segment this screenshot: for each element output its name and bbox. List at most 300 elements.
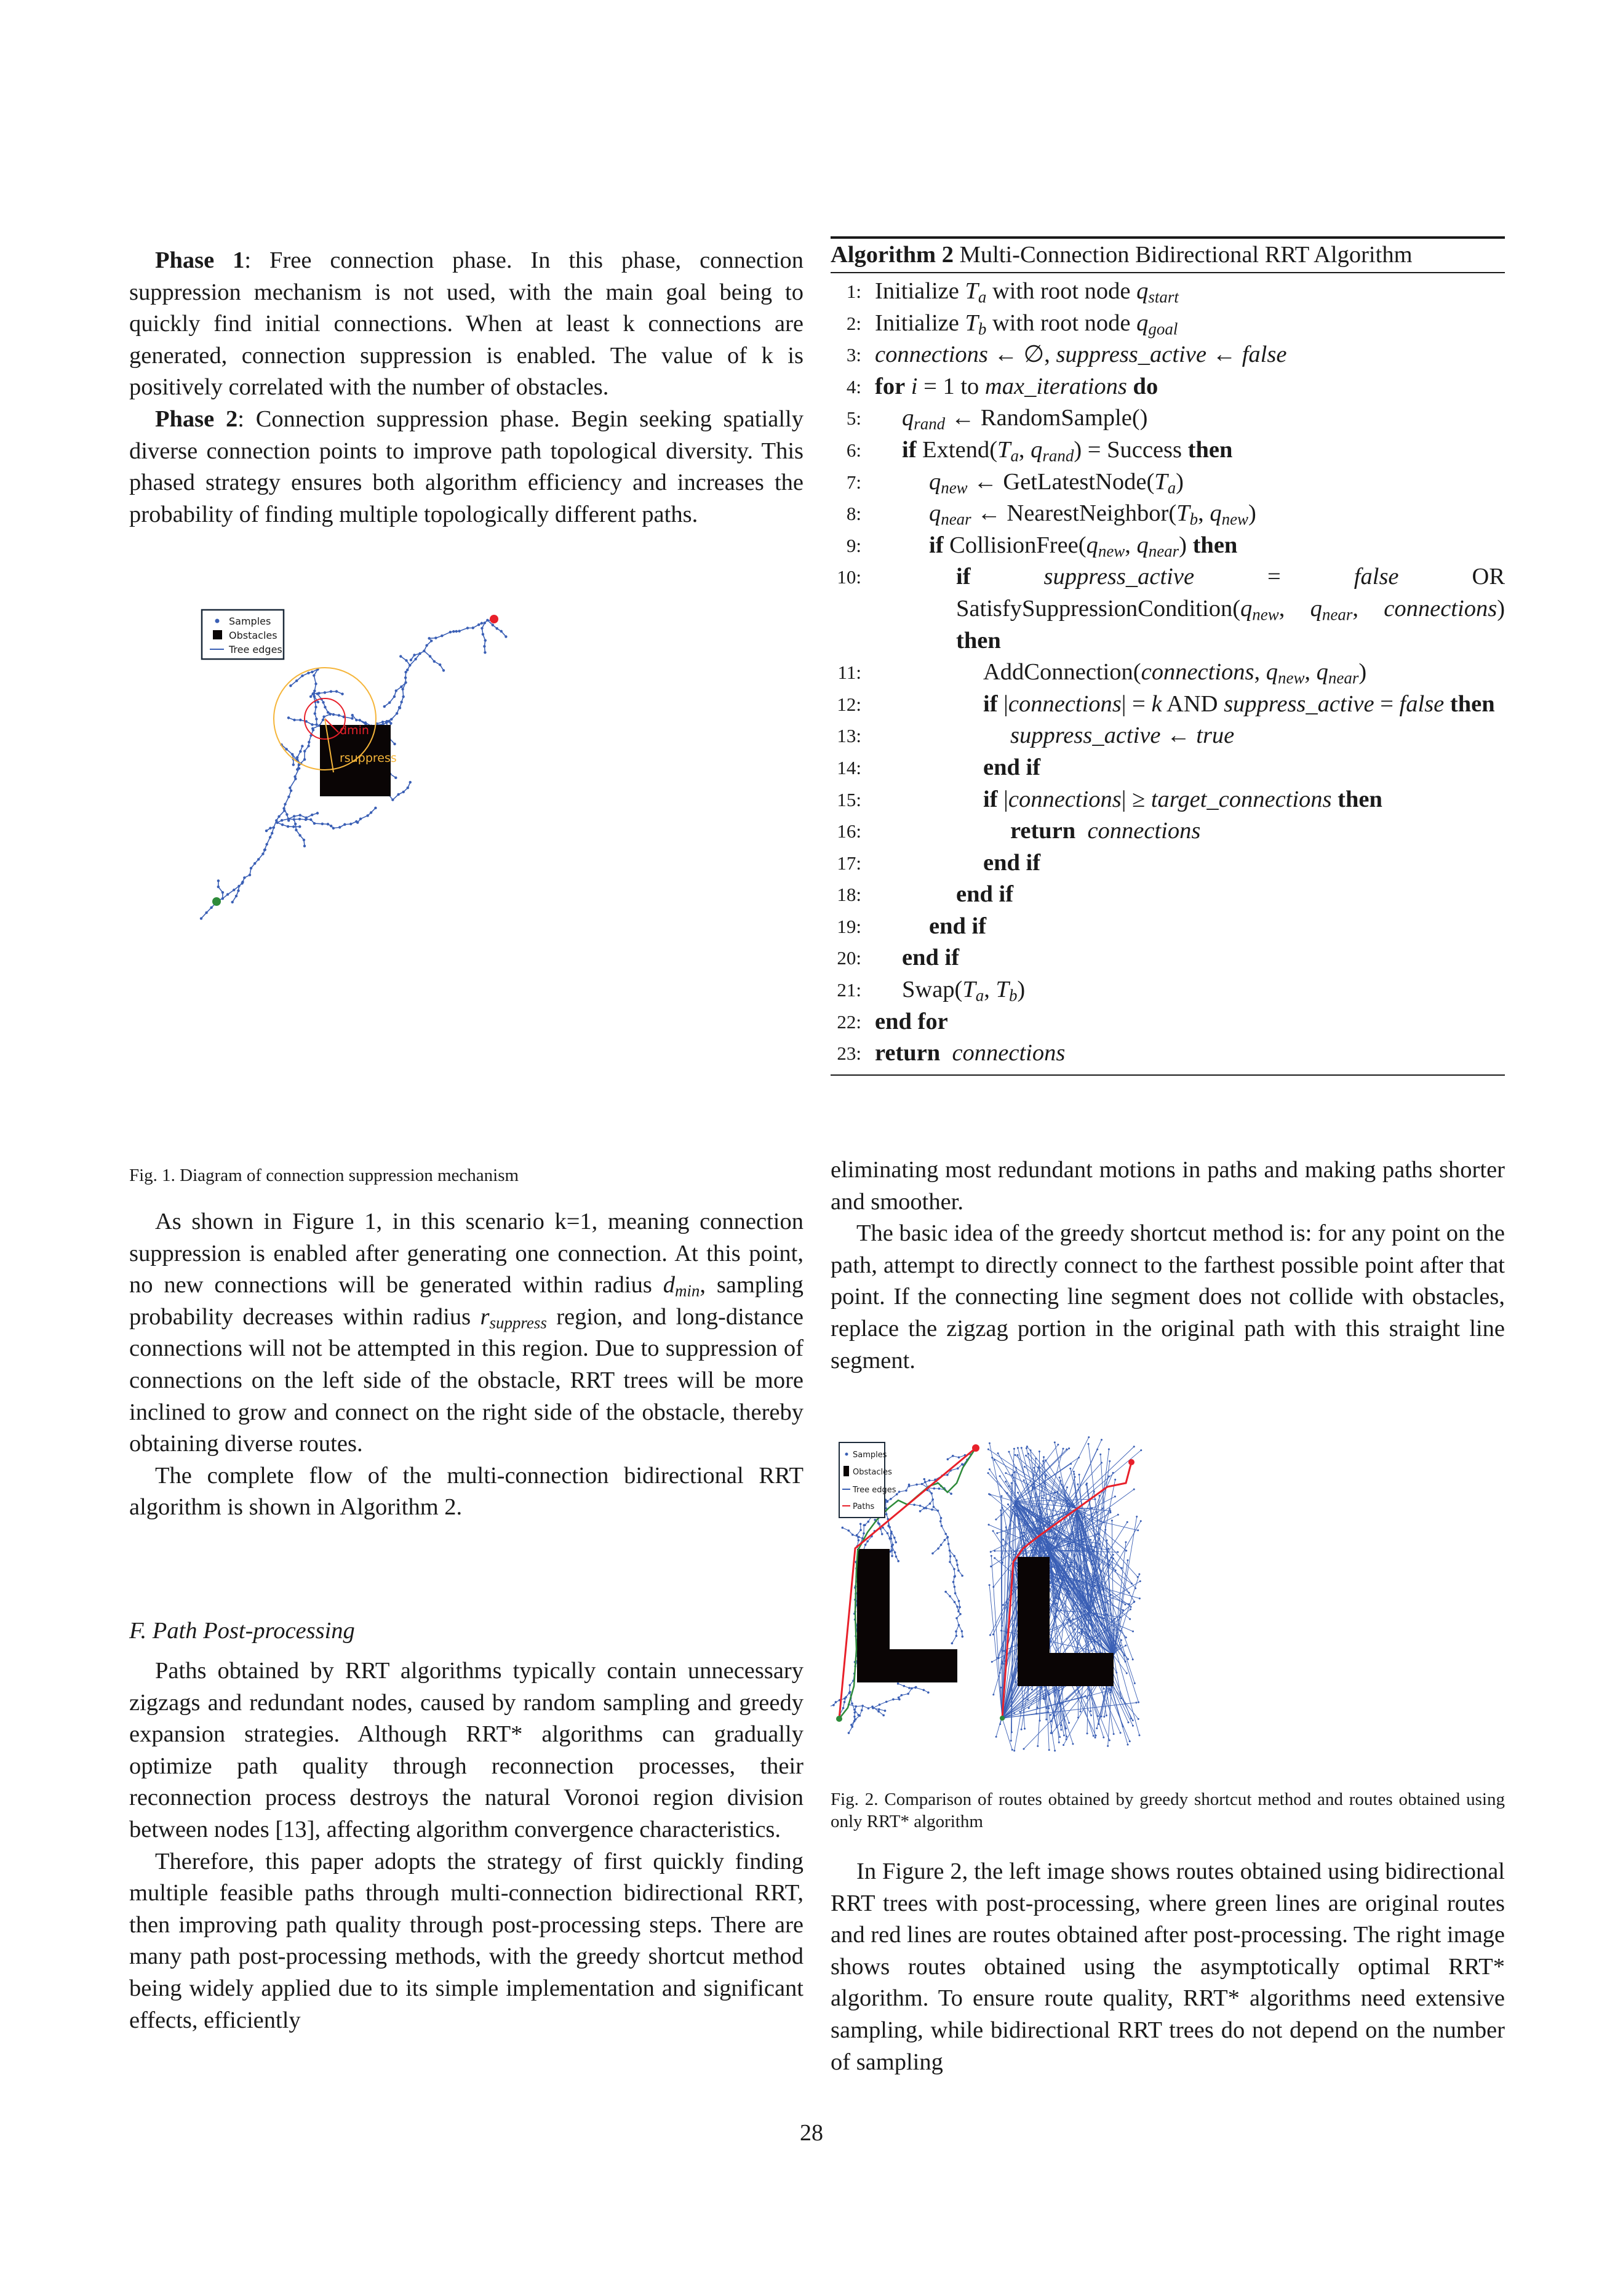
sample-point xyxy=(1095,1546,1097,1548)
sample-point xyxy=(1106,1540,1107,1542)
sample-point xyxy=(1101,1716,1103,1718)
sample-point xyxy=(1132,1719,1134,1721)
sample-point xyxy=(947,1458,949,1460)
sample-point xyxy=(1016,1625,1018,1626)
sample-point xyxy=(1057,1444,1059,1446)
sample-point xyxy=(1068,1722,1070,1724)
algorithm-name: Multi-Connection Bidirectional RRT Algorithm xyxy=(959,242,1413,268)
sample-point xyxy=(1088,1436,1090,1438)
sample-point xyxy=(410,658,412,661)
sample-point xyxy=(927,1691,930,1694)
line-code: Initialize $T_a$ with root node $q_{start}$ xyxy=(875,278,1179,306)
line-code: return connections xyxy=(875,1040,1066,1066)
sample-point xyxy=(1120,1732,1122,1734)
sample-point xyxy=(992,1530,994,1532)
sample-point xyxy=(992,1586,994,1588)
sample-point xyxy=(1139,1598,1141,1599)
page-number: 28 xyxy=(800,2120,823,2146)
sample-point xyxy=(1005,1526,1007,1528)
sample-point xyxy=(1035,1713,1037,1714)
sample-point xyxy=(1050,1732,1052,1734)
sample-point xyxy=(1107,1745,1109,1747)
sample-point xyxy=(287,716,290,719)
sample-point xyxy=(1114,1618,1115,1620)
sample-point xyxy=(1132,1658,1134,1660)
tree-edge xyxy=(880,1702,887,1705)
sample-point xyxy=(1132,1631,1134,1633)
sample-point xyxy=(1125,1661,1127,1663)
sample-point xyxy=(842,1527,844,1529)
algorithm-line xyxy=(831,1038,1505,1070)
line-number: 18: xyxy=(837,884,861,906)
sample-point xyxy=(994,1550,995,1552)
sample-point xyxy=(316,812,319,814)
line-number: 3: xyxy=(846,344,861,366)
figure-1 xyxy=(197,603,751,1145)
algorithm-line xyxy=(831,498,1505,530)
sample-point xyxy=(1053,1497,1055,1498)
sample-point xyxy=(1008,1451,1010,1453)
sample-point xyxy=(919,1510,922,1513)
obstacles-legend-icon xyxy=(213,630,222,639)
line-number: 9: xyxy=(846,534,861,556)
sample-point xyxy=(1066,1486,1068,1488)
legend-samples: Samples xyxy=(853,1450,887,1460)
sample-point xyxy=(1125,1636,1127,1638)
line-number: 12: xyxy=(837,693,861,715)
sample-point xyxy=(1133,1489,1135,1490)
sample-point xyxy=(1072,1743,1074,1745)
sample-point xyxy=(383,705,386,708)
line-number: 6: xyxy=(846,439,861,461)
sample-point xyxy=(996,1532,998,1534)
sample-point xyxy=(1010,1740,1012,1742)
body-right-upper xyxy=(831,1154,1505,1377)
sample-point xyxy=(882,1714,885,1717)
sample-point xyxy=(1113,1733,1115,1735)
line-code: end if xyxy=(956,881,1014,908)
post-processing-paragraph-2: Therefore, this paper adopts the strategy of first quickly finding multiple feasible paths through multi-connection bidirectional RRT, then improving path quality through post-processing steps. There are many path post-processing methods, with the greedy shortcut method being widely applied due to its simple implementation and significant effects, efficiently xyxy=(129,1848,804,2033)
sample-point xyxy=(1128,1592,1130,1594)
sample-point xyxy=(1026,1447,1027,1449)
sample-point xyxy=(1109,1460,1111,1462)
rsuppress-subscript: suppress xyxy=(489,1313,547,1332)
legend-tree-edges: Tree edges xyxy=(229,644,282,655)
sample-point xyxy=(1013,1750,1015,1751)
sample-point xyxy=(1138,1573,1140,1575)
sample-point xyxy=(1090,1710,1091,1712)
tree-edge xyxy=(1114,1517,1137,1655)
sample-point xyxy=(1066,1449,1067,1450)
sample-point xyxy=(1133,1446,1135,1447)
sample-point xyxy=(962,1636,964,1638)
sample-point xyxy=(504,635,507,638)
sample-point xyxy=(1127,1743,1129,1745)
sample-point xyxy=(1107,1548,1109,1550)
section-f-title: F. Path Post-processing xyxy=(129,1618,355,1644)
legend-obstacles: Obstacles xyxy=(229,630,277,641)
sample-point xyxy=(988,1493,990,1495)
sample-point xyxy=(1049,1531,1051,1533)
sample-point xyxy=(895,1556,898,1558)
sample-point xyxy=(317,701,319,703)
sample-point xyxy=(1013,1712,1015,1714)
sample-point xyxy=(1132,1725,1134,1727)
sample-point xyxy=(1060,1729,1062,1730)
sample-point xyxy=(1028,1707,1030,1709)
continuation-paragraph: eliminating most redundant motions in paths and making paths shorter and smoother. xyxy=(831,1157,1505,1215)
tree-edge xyxy=(955,1593,959,1601)
figure-2-discussion: In Figure 2, the left image shows routes obtained using bidirectional RRT trees with post-processing, where green lines are original routes and red lines are routes obtained after post-processing. The right image shows routes obtained using the asymptotically optimal RRT* algorithm. To ensure route quality, RRT* algorithms need extensive sampling, while bidirectional RRT trees do not depend on the number of sampling xyxy=(831,1858,1505,2075)
tree-edge xyxy=(891,1494,897,1499)
sample-point xyxy=(399,655,402,657)
line-code: if suppress_active = false OR $SatisfySuppressionCondition(q_{new}$, $q_{near}$, connections) then xyxy=(956,564,1505,654)
sample-point xyxy=(1139,1580,1141,1582)
goal-node xyxy=(490,615,498,623)
line-number: 4: xyxy=(846,375,861,398)
sample-point xyxy=(289,684,292,687)
body-right-lower xyxy=(831,1856,1505,2078)
figure-2-left-panel xyxy=(831,1442,979,1734)
sample-point xyxy=(1073,1471,1075,1473)
sample-point xyxy=(1063,1448,1064,1450)
line-code: end for xyxy=(875,1008,948,1034)
sample-point xyxy=(409,781,412,783)
phase1-paragraph xyxy=(129,245,804,404)
sample-point xyxy=(1063,1509,1065,1511)
sample-point xyxy=(1138,1702,1139,1703)
sample-point xyxy=(997,1657,999,1658)
sample-point xyxy=(1104,1628,1106,1630)
sample-point xyxy=(1087,1732,1088,1734)
sample-point xyxy=(1023,1479,1025,1481)
text-run: region, and long-distance connections will not be attempted in this region. Due to suppression of connections on the left side of the obstacle, RRT trees will be more inclined to grow and connect on the right side of the obstacle, thereby obtaining diverse routes. xyxy=(129,1303,804,1457)
algorithm-line xyxy=(831,974,1505,1006)
sample-point xyxy=(1051,1566,1053,1568)
sample-point xyxy=(1011,1509,1013,1511)
sample-point xyxy=(1035,1519,1037,1521)
figure-2-legend xyxy=(839,1442,896,1518)
sample-point xyxy=(1039,1450,1040,1452)
line-number: 5: xyxy=(846,407,861,430)
figure-2 xyxy=(831,1428,1507,1760)
algorithm-line xyxy=(831,434,1505,466)
sample-point xyxy=(1000,1687,1002,1689)
tree-edge xyxy=(909,1484,917,1486)
sample-point xyxy=(1083,1610,1085,1612)
sample-point xyxy=(1021,1447,1023,1449)
sample-point xyxy=(1080,1711,1082,1713)
algorithm-lines xyxy=(831,273,1505,1070)
sample-point xyxy=(1129,1740,1131,1742)
figure-1-plot xyxy=(197,603,751,1145)
sample-point xyxy=(442,669,445,671)
sample-point xyxy=(944,1591,947,1593)
sample-point xyxy=(881,1533,883,1535)
sample-point xyxy=(1065,1727,1067,1729)
line-code: if |connections| ≥ target_connections then xyxy=(983,786,1382,812)
sample-point xyxy=(1124,1604,1126,1606)
sample-point xyxy=(1104,1529,1106,1530)
start-node-right xyxy=(1000,1716,1005,1721)
sample-point xyxy=(1000,1510,1002,1511)
tree-edge xyxy=(933,1548,938,1553)
sample-point xyxy=(1019,1711,1021,1713)
sample-point xyxy=(923,1478,925,1481)
sample-point xyxy=(1005,1472,1007,1474)
algorithm-flow-paragraph: The complete flow of the multi-connection bidirectional RRT algorithm is shown in Algorithm 2. xyxy=(129,1462,804,1521)
sample-point xyxy=(1069,1468,1071,1470)
sample-point xyxy=(1115,1569,1117,1571)
line-number: 19: xyxy=(837,915,861,937)
sample-point xyxy=(848,1732,850,1734)
sample-point xyxy=(1055,1602,1057,1604)
algorithm-line xyxy=(831,561,1505,657)
line-code: $q_{rand}$ ← RandomSample() xyxy=(902,405,1148,434)
sample-point xyxy=(1133,1601,1135,1602)
sample-point xyxy=(1033,1467,1035,1469)
sample-point xyxy=(1038,1505,1040,1506)
algorithm-line xyxy=(831,911,1505,943)
sample-point xyxy=(1097,1715,1099,1717)
sample-point xyxy=(991,1457,993,1458)
sample-point xyxy=(1048,1708,1050,1710)
sample-point xyxy=(1130,1606,1132,1608)
figure-2-plot xyxy=(831,1428,1507,1760)
line-code: $q_{new}$ ← $GetLatestNode(T_a)$ xyxy=(929,468,1184,497)
sample-point xyxy=(1039,1720,1041,1722)
line-number: 11: xyxy=(837,662,861,684)
sample-point xyxy=(992,1694,994,1695)
sample-point xyxy=(1091,1507,1093,1509)
sample-point xyxy=(1015,1513,1016,1514)
line-code: if |connections| = k AND suppress_active = false then xyxy=(983,690,1495,717)
greedy-shortcut-paragraph: The basic idea of the greedy shortcut method is: for any point on the path, attempt to directly connect to the farthest possible point after that point. If the connecting line segment does not collide with obstacles, replace the zigzag portion in the original path with this straight line segment. xyxy=(831,1220,1505,1374)
phase1-text: : Free connection phase. In this phase, connection suppression mechanism is not used, with the main goal being to quickly find initial connections. When at least k connections are generated, connection suppression is enabled. The value of k is positively correlated with the number of obstacles. xyxy=(129,247,804,401)
algorithm-line xyxy=(831,784,1505,816)
sample-point xyxy=(897,1682,899,1685)
sample-point xyxy=(1058,1742,1060,1743)
sample-point xyxy=(1126,1672,1128,1674)
sample-point xyxy=(1114,1495,1116,1497)
sample-point xyxy=(217,879,220,882)
goal-node-right xyxy=(1128,1459,1135,1465)
sample-point xyxy=(1093,1735,1095,1737)
l-obstacle-left xyxy=(857,1549,957,1682)
sample-point xyxy=(1123,1655,1125,1657)
algorithm-line xyxy=(831,466,1505,498)
sample-point xyxy=(1096,1727,1098,1729)
sample-point xyxy=(1103,1688,1105,1690)
sample-point xyxy=(265,830,268,832)
sample-point xyxy=(1080,1631,1082,1633)
sample-point xyxy=(1048,1749,1050,1751)
line-code: if $CollisionFree(q_{new}$, $q_{near}$) then xyxy=(929,532,1238,561)
sample-point xyxy=(1112,1554,1114,1556)
sample-point xyxy=(1037,1745,1039,1747)
text-run: As shown in Figure 1, in this scenario k=1, meaning connection suppression is enabled after generating one connection. At this point, no new connections will be generated within radius xyxy=(129,1209,804,1298)
line-number: 10: xyxy=(837,566,861,588)
sample-point xyxy=(301,745,303,747)
line-code: connections ← ∅, suppress_active ← false xyxy=(875,342,1287,368)
sample-point xyxy=(1015,1454,1016,1456)
sample-point xyxy=(1013,1448,1015,1450)
sample-point xyxy=(1130,1609,1131,1610)
sample-point xyxy=(1079,1632,1080,1634)
sample-point xyxy=(484,651,486,654)
sample-point xyxy=(1117,1551,1119,1553)
sample-point xyxy=(1127,1521,1128,1523)
sample-point xyxy=(1044,1698,1046,1700)
sample-point xyxy=(1017,1447,1019,1449)
sample-point xyxy=(1031,1689,1033,1690)
sample-point xyxy=(1127,1559,1128,1561)
sample-point xyxy=(1136,1702,1138,1703)
tree-edge xyxy=(885,1500,886,1508)
line-code: end if xyxy=(902,945,960,971)
sample-point xyxy=(292,763,295,766)
tree-edge xyxy=(952,1636,956,1643)
tree-edge xyxy=(290,779,295,788)
line-code: $Swap(T_a$, $T_b$) xyxy=(902,977,1026,1005)
line-code: return connections xyxy=(1010,818,1201,844)
line-code: AddConnection(connections, $q_{new}$, $q_{near}$) xyxy=(983,659,1367,687)
sample-point xyxy=(987,1472,989,1474)
phase1-label: Phase 1 xyxy=(155,247,245,273)
figure-1-discussion xyxy=(129,1206,804,1460)
sample-point xyxy=(950,1493,952,1495)
sample-point xyxy=(1140,1520,1142,1522)
sample-point xyxy=(1045,1719,1047,1721)
sample-point xyxy=(1054,1441,1056,1443)
algorithm-label: Algorithm 2 xyxy=(831,242,954,268)
sample-point xyxy=(1068,1447,1070,1449)
sample-point xyxy=(1013,1471,1015,1473)
tree-edge xyxy=(915,1687,923,1690)
sample-point xyxy=(1110,1692,1112,1694)
line-number: 21: xyxy=(837,979,861,1001)
sample-point xyxy=(1031,1506,1032,1508)
figure-2-caption: Fig. 2. Comparison of routes obtained by greedy shortcut method and routes obtained using only RRT* algorithm xyxy=(831,1790,1505,1831)
sample-point xyxy=(1109,1739,1111,1741)
sample-point xyxy=(1136,1516,1138,1518)
sample-point xyxy=(1063,1734,1065,1736)
tree-edge xyxy=(938,1511,941,1518)
sample-point xyxy=(1078,1457,1080,1458)
tree-edge xyxy=(941,1526,946,1534)
sample-point xyxy=(1017,1492,1019,1494)
sample-point xyxy=(374,807,377,809)
sample-point xyxy=(1084,1509,1086,1511)
sample-point xyxy=(994,1557,995,1559)
sample-point xyxy=(990,1551,992,1553)
sample-point xyxy=(1024,1466,1026,1468)
sample-point xyxy=(1061,1484,1063,1486)
algorithm-line xyxy=(831,371,1505,403)
sample-point xyxy=(1003,1663,1005,1665)
obstacles-legend-icon xyxy=(843,1466,849,1476)
sample-point xyxy=(1060,1609,1062,1611)
sample-point xyxy=(1111,1519,1113,1521)
sample-point xyxy=(389,722,392,724)
algorithm-title xyxy=(831,239,1505,272)
tree-edge xyxy=(950,1596,954,1602)
line-number: 20: xyxy=(837,947,861,969)
sample-point xyxy=(1114,1479,1116,1481)
sample-point xyxy=(995,1736,997,1738)
line-code: end if xyxy=(983,849,1041,876)
sample-point xyxy=(1072,1618,1074,1620)
algorithm-line xyxy=(831,720,1505,752)
sample-point xyxy=(1090,1714,1092,1716)
goal-node-left xyxy=(972,1444,979,1452)
sample-point xyxy=(1055,1492,1056,1494)
line-code: end if xyxy=(929,913,987,939)
sample-point xyxy=(1025,1455,1027,1457)
sample-point xyxy=(1095,1737,1096,1738)
sample-point xyxy=(859,1523,862,1526)
sample-point xyxy=(1024,1728,1026,1730)
algorithm-line xyxy=(831,1006,1505,1038)
line-code: $q_{near}$ ← $NearestNeighbor(T_b$, $q_{new}$) xyxy=(929,500,1256,529)
post-processing-paragraph-1: Paths obtained by RRT algorithms typically contain unnecessary zigzags and redundant nodes, caused by random sampling and greedy expansion strategies. Although RRT* algorithms can gradually optimize path quality through reconnection processes, their reconnection process destroys the natural Voronoi region division between nodes [13], affecting algorithm convergence characteristics. xyxy=(129,1658,804,1842)
algorithm-line xyxy=(831,402,1505,434)
sample-point xyxy=(1045,1474,1047,1476)
sample-point xyxy=(895,1541,897,1543)
sample-point xyxy=(1131,1583,1133,1585)
dmin-subscript: min xyxy=(674,1281,700,1300)
sample-point xyxy=(1134,1682,1136,1684)
sample-point xyxy=(1002,1538,1004,1540)
sample-point xyxy=(1112,1558,1114,1559)
sample-point xyxy=(1093,1648,1095,1650)
sample-point xyxy=(1026,1446,1028,1447)
sample-point xyxy=(1005,1481,1007,1482)
sample-point xyxy=(991,1661,993,1663)
phase-paragraphs xyxy=(129,245,804,530)
sample-point xyxy=(1011,1482,1013,1484)
sample-point xyxy=(1050,1582,1051,1584)
sample-point xyxy=(1012,1506,1014,1508)
sample-point xyxy=(1015,1681,1016,1683)
tree-edge xyxy=(1015,1499,1095,1502)
sample-point xyxy=(891,1555,893,1558)
line-number: 8: xyxy=(846,503,861,525)
sample-point xyxy=(1016,1586,1018,1588)
sample-point xyxy=(1046,1513,1048,1515)
sample-point xyxy=(995,1519,997,1521)
tree-edge xyxy=(1002,1718,1012,1750)
sample-point xyxy=(1135,1587,1136,1589)
sample-point xyxy=(997,1452,999,1454)
sample-point xyxy=(991,1555,992,1557)
sample-point xyxy=(1059,1476,1061,1478)
sample-point xyxy=(1058,1690,1060,1692)
sample-point xyxy=(1101,1462,1103,1463)
rsuppress-symbol: r xyxy=(480,1303,490,1330)
body-left-lower xyxy=(129,1206,804,1524)
samples-legend-icon xyxy=(845,1453,848,1456)
sample-point xyxy=(1002,1604,1004,1606)
sample-point xyxy=(989,1634,991,1636)
legend-paths: Paths xyxy=(853,1502,875,1511)
sample-point xyxy=(1127,1658,1129,1660)
sample-point xyxy=(303,845,306,847)
line-number: 16: xyxy=(837,820,861,842)
sample-point xyxy=(1120,1644,1122,1646)
sample-point xyxy=(1050,1714,1051,1716)
algorithm-line xyxy=(831,942,1505,974)
